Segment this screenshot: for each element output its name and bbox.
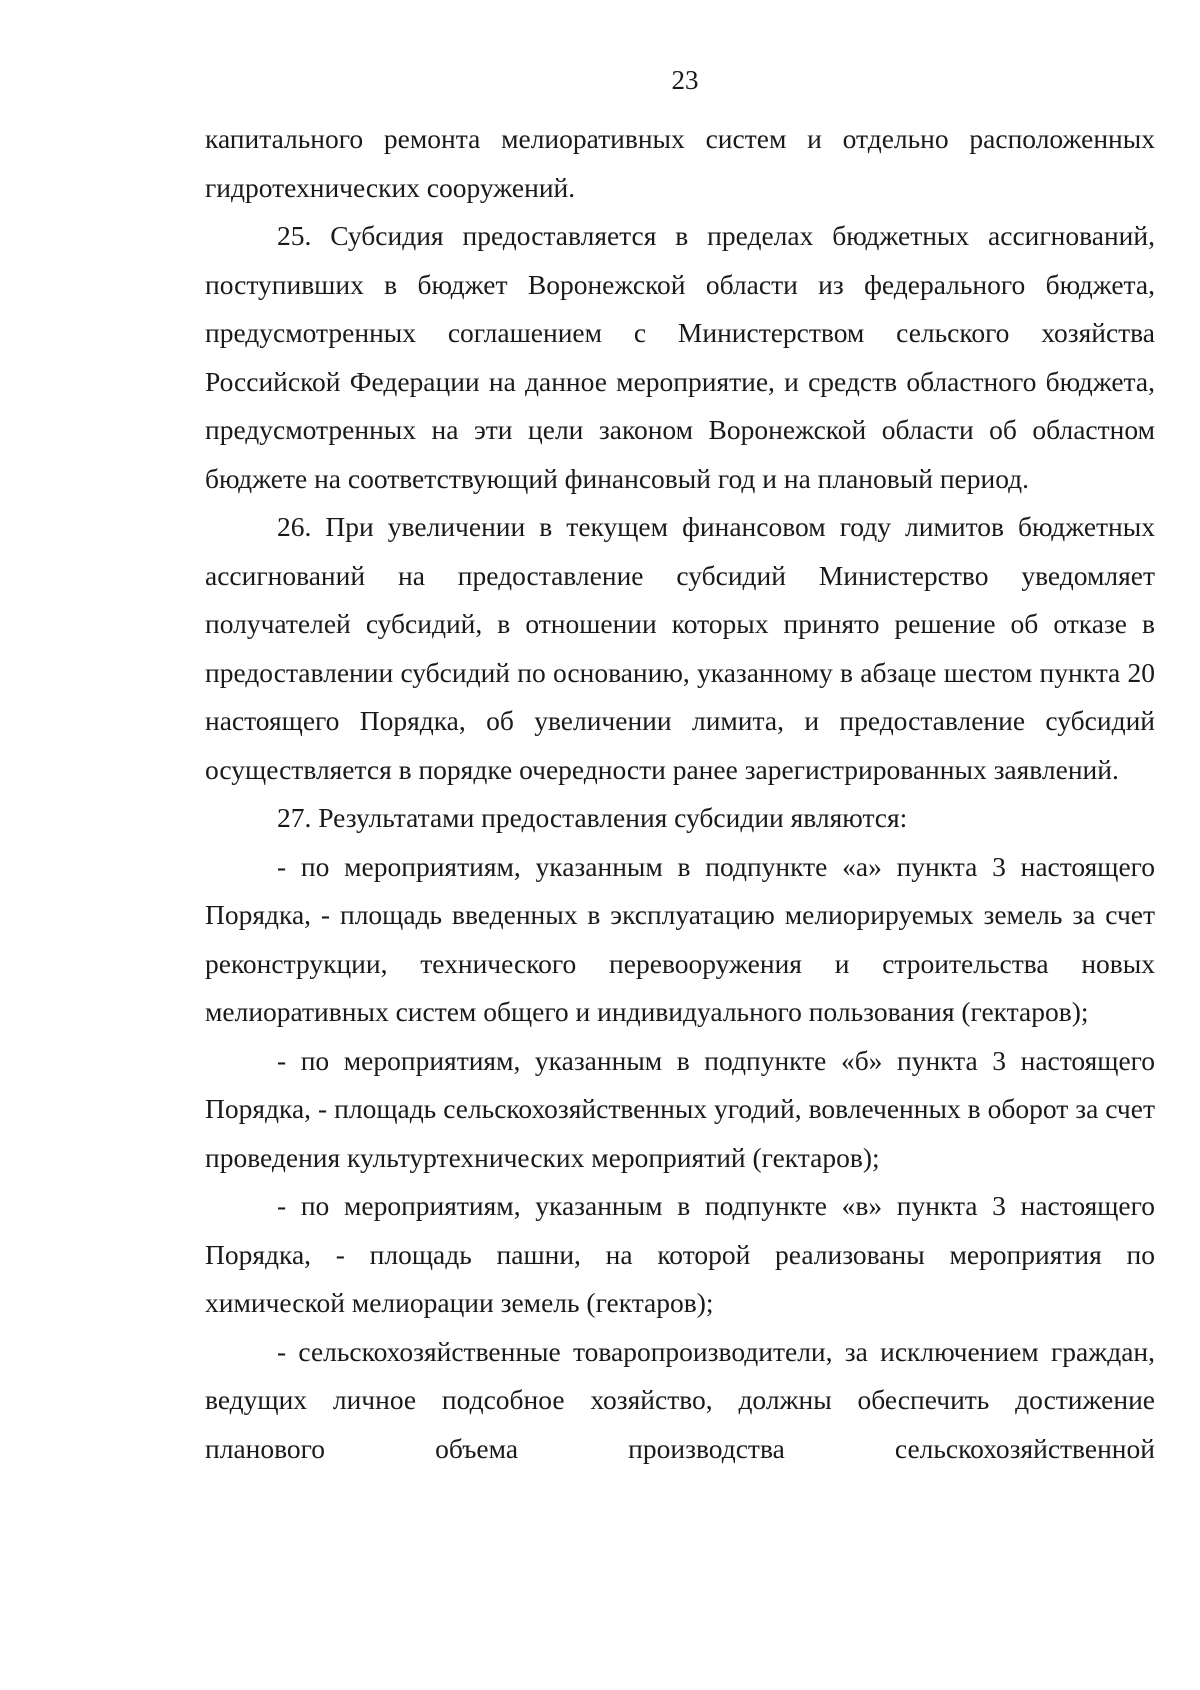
paragraph-26: 26. При увеличении в текущем финансовом году лимитов бюджетных ассигнований на предоставление субсидий Министерство уведомляет получателей субсидий, в отношении которых принято решение об отказе в предоставлении субсидий по основанию, указанному в абзаце шестом пункта 20 настоящего Порядка, об увеличении лимита, и предоставление субсидий осуществляется в порядке очередности ранее зарегистрированных заявлений. <box>205 511 1155 785</box>
result-item-producers: - сельскохозяйственные товаропроизводители, за исключением граждан, ведущих личное подсобное хозяйство, должны обеспечить достижение планового объема производства сельскохозяйственной <box>205 1335 1155 1464</box>
page-number: 23 <box>671 65 699 95</box>
paragraph-27: 27. Результатами предоставления субсидии являются: <box>277 802 908 833</box>
document-body <box>205 115 1155 1473</box>
result-item-b: - по мероприятиям, указанным в подпункте «б» пункта 3 настоящего Порядка, - площадь сельскохозяйственных угодий, вовлеченных в оборот за счет проведения культуртехнических мероприятий (гектаров); <box>205 1044 1155 1173</box>
paragraph-continuation: капитального ремонта мелиоративных систем и отдельно расположенных гидротехнических сооружений. <box>205 123 1155 203</box>
result-item-v: - по мероприятиям, указанным в подпункте «в» пункта 3 настоящего Порядка, - площадь пашни, на которой реализованы мероприятия по химической мелиорации земель (гектаров); <box>205 1190 1155 1318</box>
paragraph-25: 25. Субсидия предоставляется в пределах бюджетных ассигнований, поступивших в бюджет Воронежской области из федерального бюджета, предусмотренных соглашением с Министерством сельского хозяйства Российской Федерации на данное мероприятие, и средств областного бюджета, предусмотренных на эти цели законом Воронежской области об областном бюджете на соответствующий финансовый год и на плановый период. <box>205 220 1155 494</box>
result-item-a: - по мероприятиям, указанным в подпункте «а» пункта 3 настоящего Порядка, - площадь введенных в эксплуатацию мелиорируемых земель за счет реконструкции, технического перевооружения и строительства новых мелиоративных систем общего и индивидуального пользования (гектаров); <box>205 850 1155 1027</box>
